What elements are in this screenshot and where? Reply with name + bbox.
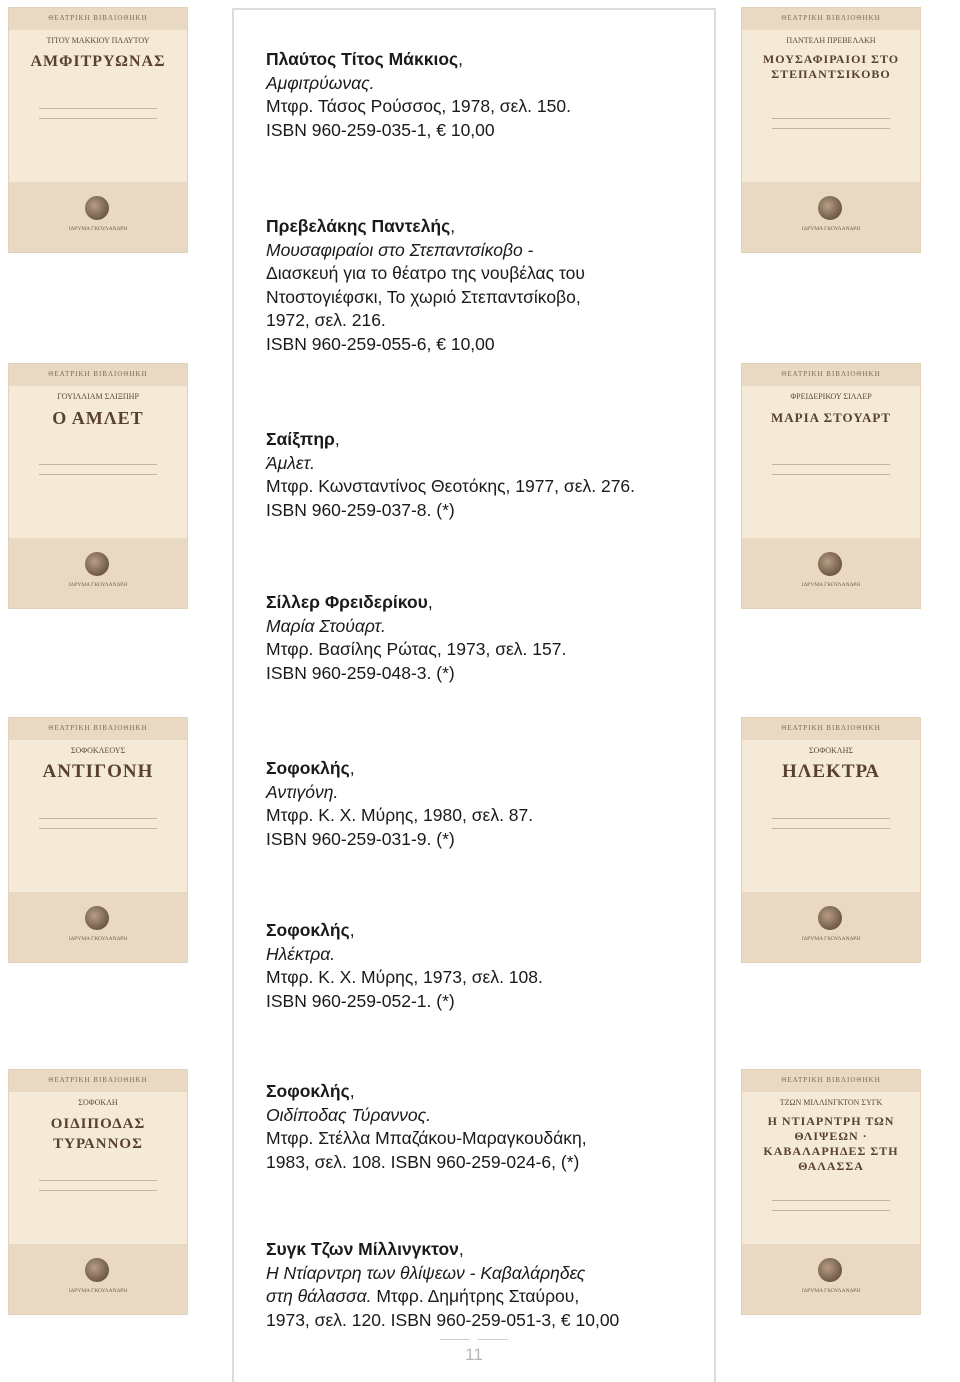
book-cover <box>742 8 920 252</box>
cover-author: ΤΖΩΝ ΜΙΛΛΙΝΓΚΤΟΝ ΣΥΓΚ <box>779 1098 883 1107</box>
cover-title: ΗΛΕΚΤΡΑ <box>781 761 881 782</box>
cover-series: ΘΕΑΤΡΙΚΗ ΒΙΒΛΙΟΘΗΚΗ <box>48 370 148 378</box>
entry-title: Άμλετ. <box>266 452 315 473</box>
book-cover <box>9 8 187 252</box>
entry-line: Μτφρ. Δημήτρης Σταύρου, <box>371 1286 580 1306</box>
entry-line: 1972, σελ. 216. <box>266 310 386 330</box>
entry-line: Μτφρ. Κ. Χ. Μύρης, 1980, σελ. 87. <box>266 805 534 825</box>
book-entry: Πλαύτος Τίτος Μάκκιος, Αμφιτρύωνας. Μτφρ. Τάσος Ρούσσος, 1978, σελ. 150. ISBN 960-259-035-1, € 10,00 <box>266 48 706 142</box>
cover-title: ΑΜΦΙΤΡΥΩΝΑΣ <box>30 53 166 70</box>
entry-line: Μτφρ. Τάσος Ρούσσος, 1978, σελ. 150. <box>266 96 571 116</box>
book-cover <box>742 1070 920 1314</box>
entry-line: Μτφρ. Κωνσταντίνος Θεοτόκης, 1977, σελ. 276. <box>266 476 636 496</box>
entry-line: Μτφρ. Στέλλα Μπαζάκου-Μαραγκουδάκη, <box>266 1128 587 1148</box>
cover-series: ΘΕΑΤΡΙΚΗ ΒΙΒΛΙΟΘΗΚΗ <box>781 1076 881 1084</box>
entry-title: Μουσαφιραίοι στο Στεπαντσίκοβο - <box>266 239 534 260</box>
book-cover <box>9 364 187 608</box>
entry-line: ISBN 960-259-048-3. (*) <box>266 662 455 683</box>
entry-author: Σίλλερ Φρειδερίκου <box>266 592 428 612</box>
cover-publisher: ΙΔΡΥΜΑ ΓΚΟΥΛΑΝΔΡΗ <box>68 226 128 232</box>
cover-author: ΣΟΦΟΚΛΗ <box>78 1098 118 1107</box>
cover-series: ΘΕΑΤΡΙΚΗ ΒΙΒΛΙΟΘΗΚΗ <box>781 370 881 378</box>
publisher-emblem-icon <box>818 196 842 220</box>
book-entry: Σοφοκλής, Αντιγόνη. Μτφρ. Κ. Χ. Μύρης, 1980, σελ. 87. ISBN 960-259-031-9. (*) <box>266 757 706 851</box>
cover-publisher: ΙΔΡΥΜΑ ΓΚΟΥΛΑΝΔΡΗ <box>801 1288 861 1294</box>
cover-title: ΟΙΔΙΠΟΔΑΣ ΤΥΡΑΝΝΟΣ <box>50 1116 146 1152</box>
cover-series: ΘΕΑΤΡΙΚΗ ΒΙΒΛΙΟΘΗΚΗ <box>48 14 148 22</box>
book-entry: Σίλλερ Φρειδερίκου, Μαρία Στούαρτ. Μτφρ. Βασίλης Ρώτας, 1973, σελ. 157. ISBN 960-259-048-3. (*) <box>266 591 706 685</box>
entry-author: Σοφοκλής <box>266 758 350 778</box>
book-entry: Σοφοκλής, Οιδίποδας Τύραννος. Μτφρ. Στέλλα Μπαζάκου-Μαραγκουδάκη, 1983, σελ. 108. ISBN 960-259-024-6, (*) <box>266 1080 706 1174</box>
publisher-emblem-icon <box>85 906 109 930</box>
book-cover <box>9 1070 187 1314</box>
publisher-emblem-icon <box>818 552 842 576</box>
cover-publisher: ΙΔΡΥΜΑ ΓΚΟΥΛΑΝΔΡΗ <box>801 226 861 232</box>
cover-author: ΣΟΦΟΚΛΕΟΥΣ <box>70 746 126 755</box>
publisher-emblem-icon <box>85 196 109 220</box>
entry-line: Μτφρ. Βασίλης Ρώτας, 1973, σελ. 157. <box>266 639 567 659</box>
cover-author: ΤΙΤΟΥ ΜΑΚΚΙΟΥ ΠΛΑΥΤΟΥ <box>46 36 150 45</box>
book-cover <box>742 364 920 608</box>
cover-title: ΜΟΥΣΑΦΙΡΑΙΟΙ ΣΤΟ ΣΤΕΠΑΝΤΣΙΚΟΒΟ <box>762 52 900 81</box>
publisher-emblem-icon <box>85 552 109 576</box>
book-entry: Σοφοκλής, Ηλέκτρα. Μτφρ. Κ. Χ. Μύρης, 1973, σελ. 108. ISBN 960-259-052-1. (*) <box>266 919 706 1013</box>
cover-title: ΜΑΡΙΑ ΣΤΟΥΑΡΤ <box>771 410 891 425</box>
cover-publisher: ΙΔΡΥΜΑ ΓΚΟΥΛΑΝΔΡΗ <box>801 936 861 942</box>
cover-author: ΦΡΕΙΔΕΡΙΚΟΥ ΣΙΛΛΕΡ <box>790 392 872 401</box>
entry-author: Σοφοκλής <box>266 1081 350 1101</box>
entry-title: Μαρία Στούαρτ. <box>266 615 386 636</box>
entry-title: Οιδίποδας Τύραννος. <box>266 1104 432 1125</box>
entry-line: Μτφρ. Κ. Χ. Μύρης, 1973, σελ. 108. <box>266 967 543 987</box>
entry-title: Αντιγόνη. <box>266 781 339 802</box>
cover-series: ΘΕΑΤΡΙΚΗ ΒΙΒΛΙΟΘΗΚΗ <box>781 724 881 732</box>
entry-line: Διασκευή για το θέατρο της νουβέλας του <box>266 263 585 283</box>
book-cover <box>742 718 920 962</box>
cover-author: ΠΑΝΤΕΛΗ ΠΡΕΒΕΛΑΚΗ <box>786 36 876 45</box>
book-entry: Συγκ Τζων Μίλλινγκτον, Η Ντίαρντρη των θλίψεων - Καβαλάρηδες στη θάλασσα. Μτφρ. Δημήτρης Σταύρου, 1973, σελ. 120. ISBN 960-259-051-3, € 10,00 <box>266 1238 706 1332</box>
book-entry: Πρεβελάκης Παντελής, Μουσαφιραίοι στο Στεπαντσίκοβο - Διασκευή για το θέατρο της νουβέλας του Ντοστογιέφσκι, Το χωριό Στεπαντσίκοβο, 1972, σελ. 216. ISBN 960-259-055-6, € 10,00 <box>266 215 706 356</box>
cover-series: ΘΕΑΤΡΙΚΗ ΒΙΒΛΙΟΘΗΚΗ <box>781 14 881 22</box>
entry-line: Ντοστογιέφσκι, Το χωριό Στεπαντσίκοβο, <box>266 286 581 307</box>
cover-title: ΑΝΤΙΓΟΝΗ <box>42 761 154 782</box>
entry-author: Πρεβελάκης Παντελής <box>266 216 451 236</box>
entry-title: Η Ντίαρντρη των θλίψεων - Καβαλάρηδες <box>266 1262 586 1283</box>
entry-author: Σοφοκλής <box>266 920 350 940</box>
entry-line: ISBN 960-259-037-8. (*) <box>266 499 455 520</box>
entry-line: ISBN 960-259-031-9. (*) <box>266 828 455 849</box>
entry-title: στη θάλασσα. <box>266 1286 372 1306</box>
entry-line: ISBN 960-259-052-1. (*) <box>266 990 455 1011</box>
publisher-emblem-icon <box>85 1258 109 1282</box>
book-cover <box>9 718 187 962</box>
cover-title: Η ΝΤΙΑΡΝΤΡΗ ΤΩΝ ΘΛΙΨΕΩΝ · ΚΑΒΑΛΑΡΗΔΕΣ ΣΤΗ ΘΑΛΑΣΣΑ <box>763 1114 899 1173</box>
entry-author: Σαίξπηρ <box>266 429 335 449</box>
publisher-emblem-icon <box>818 906 842 930</box>
entry-line: ISBN 960-259-055-6, € 10,00 <box>266 333 495 354</box>
entry-author: Συγκ Τζων Μίλλινγκτον <box>266 1239 459 1259</box>
entry-author: Πλαύτος Τίτος Μάκκιος <box>266 49 459 69</box>
entry-line: 1983, σελ. 108. ISBN 960-259-024-6, (*) <box>266 1151 580 1172</box>
cover-title: Ο ΑΜΛΕΤ <box>52 408 144 428</box>
cover-author: ΣΟΦΟΚΛΗΣ <box>808 746 854 755</box>
cover-publisher: ΙΔΡΥΜΑ ΓΚΟΥΛΑΝΔΡΗ <box>68 936 128 942</box>
entry-line: ISBN 960-259-035-1, € 10,00 <box>266 119 495 140</box>
cover-publisher: ΙΔΡΥΜΑ ΓΚΟΥΛΑΝΔΡΗ <box>801 582 861 588</box>
page-number: 11 <box>450 1345 498 1365</box>
cover-publisher: ΙΔΡΥΜΑ ΓΚΟΥΛΑΝΔΡΗ <box>68 1288 128 1294</box>
entry-title: Ηλέκτρα. <box>266 943 336 964</box>
book-entry: Σαίξπηρ, Άμλετ. Μτφρ. Κωνσταντίνος Θεοτόκης, 1977, σελ. 276. ISBN 960-259-037-8. (*) <box>266 428 706 522</box>
cover-publisher: ΙΔΡΥΜΑ ΓΚΟΥΛΑΝΔΡΗ <box>68 582 128 588</box>
publisher-emblem-icon <box>818 1258 842 1282</box>
cover-author: ΓΟΥΙΛΛΙΑΜ ΣΑΙΞΠΗΡ <box>57 392 139 401</box>
cover-series: ΘΕΑΤΡΙΚΗ ΒΙΒΛΙΟΘΗΚΗ <box>48 1076 148 1084</box>
entry-title: Αμφιτρύωνας. <box>266 72 375 93</box>
entry-line: 1973, σελ. 120. ISBN 960-259-051-3, € 10,00 <box>266 1309 620 1330</box>
cover-series: ΘΕΑΤΡΙΚΗ ΒΙΒΛΙΟΘΗΚΗ <box>48 724 148 732</box>
